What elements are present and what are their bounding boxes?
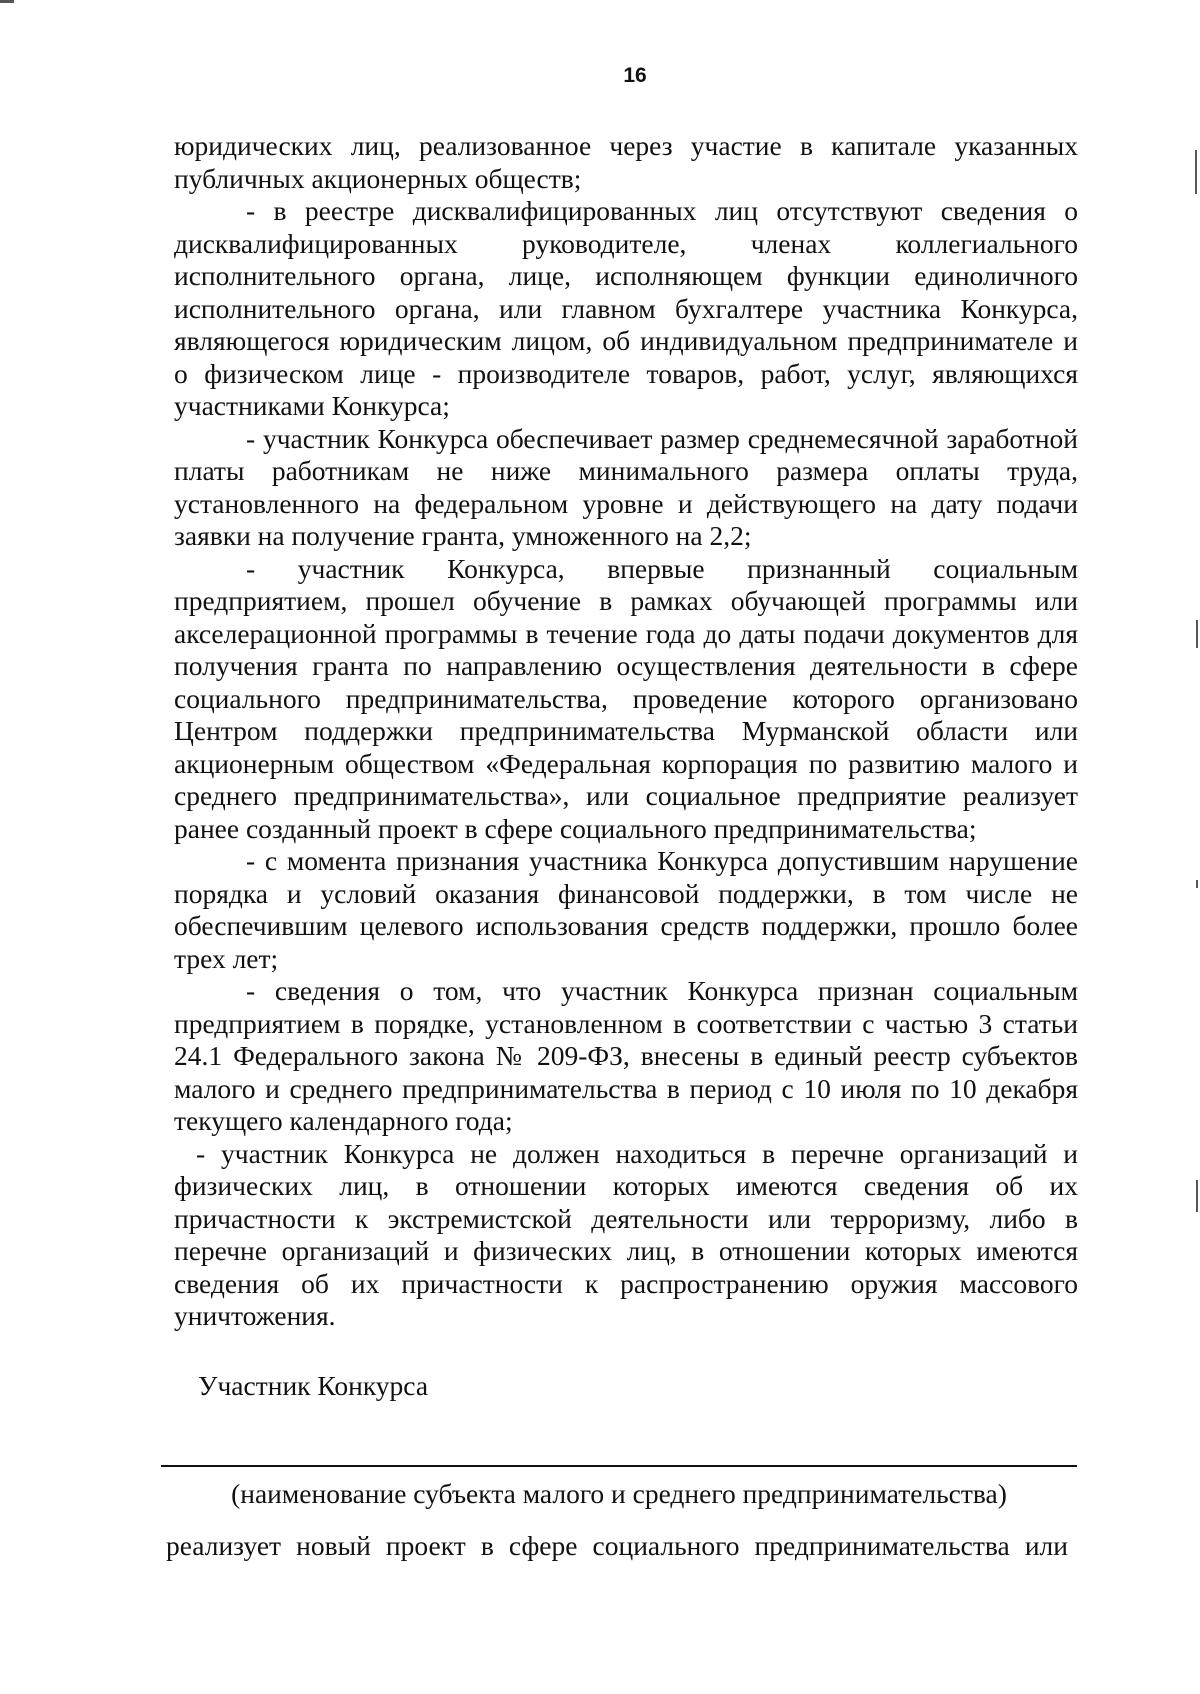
paragraph-disqualified-registry: - в реестре дисквалифицированных лиц отсутствуют сведения о дисквалифицированных руководителе, членах коллегиального исполнительного органа, лице, исполняющем функции единоличного исполнительного органа, или главном бухгалтере участника Конкурса, являющегося юридическим лицом, об индивидуальном предпринимателе и о физическом лице - производителе товаров, работ, услуг, являющихся участниками Конкурса; <box>174 195 1078 421</box>
page-number: 16 <box>623 64 647 87</box>
scan-edge-mark <box>1196 620 1198 648</box>
document-body <box>174 130 1078 1333</box>
signature-label: Участник Конкурса <box>198 1370 429 1401</box>
paragraph-last-line: реализует новый проект в сфере социального предпринимательства или <box>166 1530 1068 1561</box>
paragraph-violation-period: - с момента признания участника Конкурса допустившим нарушение порядка и условий оказания финансовой поддержки, в том числе не обеспечившим целевого использования средств поддержки, прошло более трех лет; <box>174 845 1078 974</box>
paragraph-extremism-list: - участник Конкурса не должен находиться в перечне организаций и физических лиц, в отношении которых имеются сведения об их причастности к экстремистской деятельности или терроризму, либо в перечне организаций и физических лиц, в отношении которых имеются сведения об их причастности к распространению оружия массового уничтожения. <box>174 1137 1078 1331</box>
paragraph-continuation: юридических лиц, реализованное через участие в капитале указанных публичных акционерных обществ; <box>174 130 1078 194</box>
paragraph-registry-entry: - сведения о том, что участник Конкурса признан социальным предприятием в порядке, установленном в соответствии с частью 3 статьи 24.1 Федерального закона № 209-ФЗ, внесены в единый реестр субъектов малого и среднего предпринимательства в период с 10 июля по 10 декабря текущего календарного года; <box>174 975 1078 1136</box>
scan-edge-mark <box>0 0 14 3</box>
fill-in-caption: (наименование субъекта малого и среднего предпринимательства) <box>231 1478 1007 1509</box>
fill-in-line <box>161 1465 1077 1467</box>
scan-edge-mark <box>1195 150 1197 194</box>
paragraph-training-program: - участник Конкурса, впервые признанный социальным предприятием, прошел обучение в рамках обучающей программы или акселерационной программы в течение года до даты подачи документов для получения гранта по направлению осуществления деятельности в сфере социального предпринимательства, проведение которого организовано Центром поддержки предпринимательства Мурманской области или акционерным обществом «Федеральная корпорация по развитию малого и среднего предпринимательства», или социальное предприятие реализует ранее созданный проект в сфере социального предпринимательства; <box>174 552 1078 844</box>
scan-edge-mark <box>1196 880 1198 888</box>
paragraph-average-salary: - участник Конкурса обеспечивает размер среднемесячной заработной платы работникам не ниже минимального размера оплаты труда, установленного на федеральном уровне и действующего на дату подачи заявки на получение гранта, умноженного на 2,2; <box>174 422 1078 551</box>
scan-edge-mark <box>1196 1180 1198 1212</box>
